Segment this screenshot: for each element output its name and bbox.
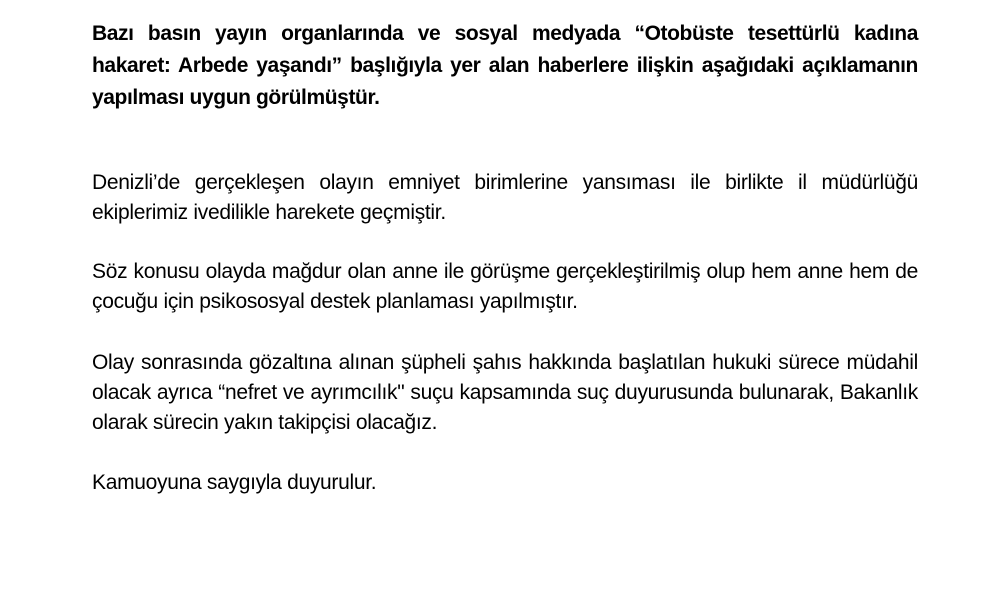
statement-paragraph-2: Söz konusu olayda mağdur olan anne ile görüşme gerçekleştirilmiş olup hem anne hem de çocuğu için psikososyal destek planlaması yapılmıştır.	[92, 260, 918, 313]
statement-closing: Kamuoyuna saygıyla duyurulur.	[92, 471, 377, 494]
press-statement	[92, 18, 918, 498]
statement-lead: Bazı basın yayın organlarında ve sosyal medyada “Otobüste tesettürlü kadına hakaret: Arbede yaşandı” başlığıyla yer alan haberlere ilişkin aşağıdaki açıklamanın yapılması uygun görülmüştür.	[92, 22, 918, 109]
statement-paragraph-3: Olay sonrasında gözaltına alınan şüpheli şahıs hakkında başlatılan hukuki sürece müdahil olacak ayrıca “nefret ve ayrımcılık" suçu kapsamında suç duyurusunda bulunarak, Bakanlık olarak sürecin yakın takipçisi olacağız.	[92, 351, 918, 434]
statement-paragraph-1: Denizli’de gerçekleşen olayın emniyet birimlerine yansıması ile birlikte il müdürlüğü ekiplerimiz ivedilikle harekete geçmiştir.	[92, 171, 918, 224]
